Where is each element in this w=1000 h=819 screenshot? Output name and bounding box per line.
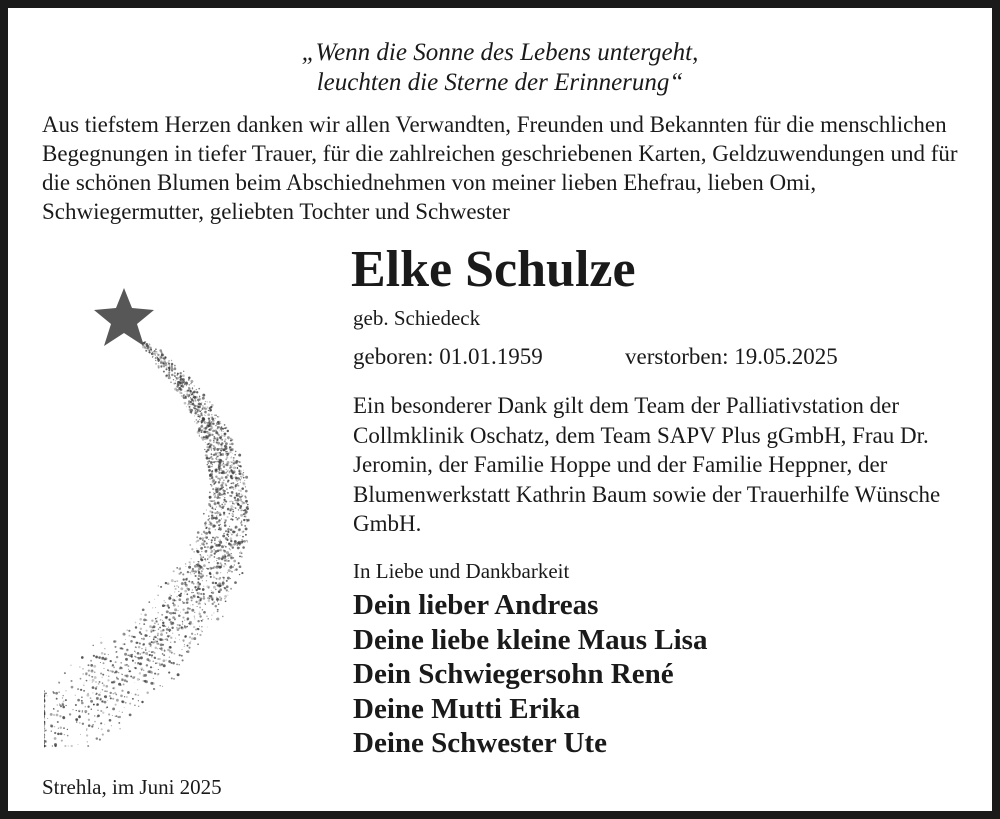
signer-name: Dein lieber Andreas xyxy=(353,589,599,621)
quote-line-2: leuchten die Sterne der Erinnerung“ xyxy=(316,69,684,96)
birth-date: geboren: 01.01.1959 xyxy=(353,344,543,369)
special-thanks-paragraph: Ein besonderer Dank gilt dem Team der Palliativstation der Collmklinik Oschatz, dem Team SAPV Plus gGmbH, Frau Dr. Jeromin, der Familie Hoppe und der Familie Heppner, der Blumenwerkstatt Kathrin Baum sowie der Trauerhilfe Wünsche GmbH. xyxy=(353,393,941,536)
memorial-quote xyxy=(8,38,992,98)
place-date: Strehla, im Juni 2025 xyxy=(42,775,222,799)
thanks-paragraph: Aus tiefstem Herzen danken wir allen Verwandten, Freunden und Bekannten für die menschlichen Begegnungen in tiefer Trauer, für die zahlreichen geschriebenen Karten, Geldzuwendungen und für die schönen Blumen beim Abschiednehmen von meiner lieben Ehefrau, lieben Omi, Schwiegermutter, geliebten Tochter und Schwester xyxy=(42,112,958,224)
shooting-star-icon xyxy=(44,288,334,748)
signer-name: Deine Mutti Erika xyxy=(353,692,581,725)
maiden-name: geb. Schiedeck xyxy=(353,306,481,330)
signers-list xyxy=(353,588,707,761)
signer-name: Deine Schwester Ute xyxy=(353,727,607,759)
signer-name: Deine liebe kleine Maus Lisa xyxy=(353,623,708,656)
deceased-name: Elke Schulze xyxy=(351,241,636,298)
quote-line-1: „Wenn die Sonne des Lebens untergeht, xyxy=(301,39,699,66)
closing-line: In Liebe und Dankbarkeit xyxy=(353,559,570,583)
signer-name: Dein Schwiegersohn René xyxy=(353,658,674,690)
death-date: verstorben: 19.05.2025 xyxy=(625,344,838,369)
